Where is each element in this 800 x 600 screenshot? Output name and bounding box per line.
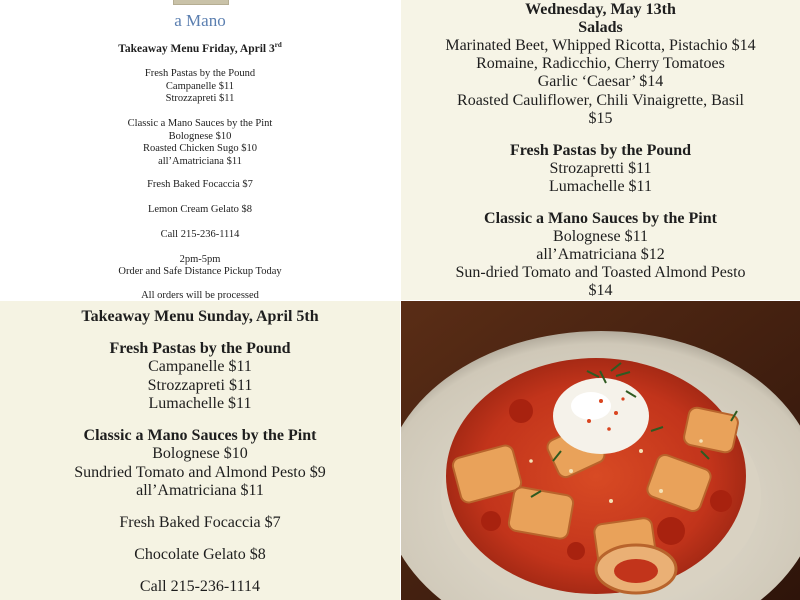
hours-line: 2pm-5pm <box>179 254 221 265</box>
menu-item: $14 <box>588 282 613 299</box>
sauces-heading: Classic a Mano Sauces by the Pint <box>484 210 717 227</box>
menu-item: Strozapretti $11 <box>549 160 652 177</box>
focaccia-item: Fresh Baked Focaccia $7 <box>119 514 281 531</box>
photo-illustration <box>401 301 800 600</box>
menu-item: Bolognese $10 <box>152 445 248 462</box>
gelato-item: Lemon Cream Gelato $8 <box>147 204 253 215</box>
sauces-heading: Classic a Mano Sauces by the Pint <box>83 427 317 444</box>
menu-item: Sun-dried Tomato and Toasted Almond Pesto <box>455 264 746 281</box>
orders-note: All orders will be processed <box>141 290 259 300</box>
menu-item: all’Amatriciana $11 <box>158 155 242 167</box>
menu-item: Bolognese $11 <box>553 228 648 245</box>
focaccia-item: Fresh Baked Focaccia $7 <box>147 179 253 190</box>
gelato-item: Chocolate Gelato $8 <box>134 546 266 563</box>
menu-item: Roasted Cauliflower, Chili Vinaigrette, Basil <box>457 92 744 109</box>
menu-item: Lumachelle $11 <box>148 395 252 412</box>
menu-item: Lumachelle $11 <box>549 178 652 195</box>
pastas-heading: Fresh Pastas by the Pound <box>144 68 256 79</box>
menu-item: Sundried Tomato and Almond Pesto $9 <box>74 464 326 481</box>
pastas-heading: Fresh Pastas by the Pound <box>509 142 692 159</box>
menu-friday-panel <box>0 0 400 300</box>
phone-line: Call 215-236-1114 <box>139 578 261 595</box>
menu-item: Romaine, Radicchio, Cherry Tomatoes <box>476 55 725 72</box>
menu-item: Strozzapreti $11 <box>165 93 235 104</box>
menu-item: Roasted Chicken Sugo $10 <box>142 143 258 154</box>
menu-item: all’Amatriciana $11 <box>136 482 264 499</box>
menu-item: Campanelle $11 <box>148 358 252 375</box>
phone-line: Call 215-236-1114 <box>160 229 240 240</box>
menu-item: Strozzapreti $11 <box>147 377 253 394</box>
menu-wednesday-panel <box>401 0 800 300</box>
menu-title-sunday: Takeaway Menu Sunday, April 5th <box>81 308 319 325</box>
sauces-heading: Classic a Mano Sauces by the Pint <box>127 118 273 129</box>
menu-sunday-panel <box>0 301 400 600</box>
menu-item: Marinated Beet, Whipped Ricotta, Pistachio $14 <box>445 37 756 54</box>
menu-title-friday: Takeaway Menu Friday, April 3rd <box>118 41 282 55</box>
pastas-section <box>0 68 400 106</box>
menu-item: Garlic ‘Caesar’ $14 <box>537 73 664 90</box>
sauces-section <box>0 118 400 168</box>
menu-date: Wednesday, May 13th <box>525 1 676 18</box>
menu-item: $15 <box>588 110 613 127</box>
pickup-line: Order and Safe Distance Pickup Today <box>118 266 282 277</box>
menu-item: Campanelle $11 <box>165 80 235 92</box>
pastas-heading: Fresh Pastas by the Pound <box>109 340 291 357</box>
logo-image <box>173 0 229 5</box>
menu-item: all’Amatriciana $12 <box>536 246 665 263</box>
salads-heading: Salads <box>578 19 623 36</box>
pasta-dish-photo <box>401 301 800 600</box>
menu-item: Bolognese $10 <box>168 130 232 142</box>
brand-name: a Mano <box>174 11 226 30</box>
